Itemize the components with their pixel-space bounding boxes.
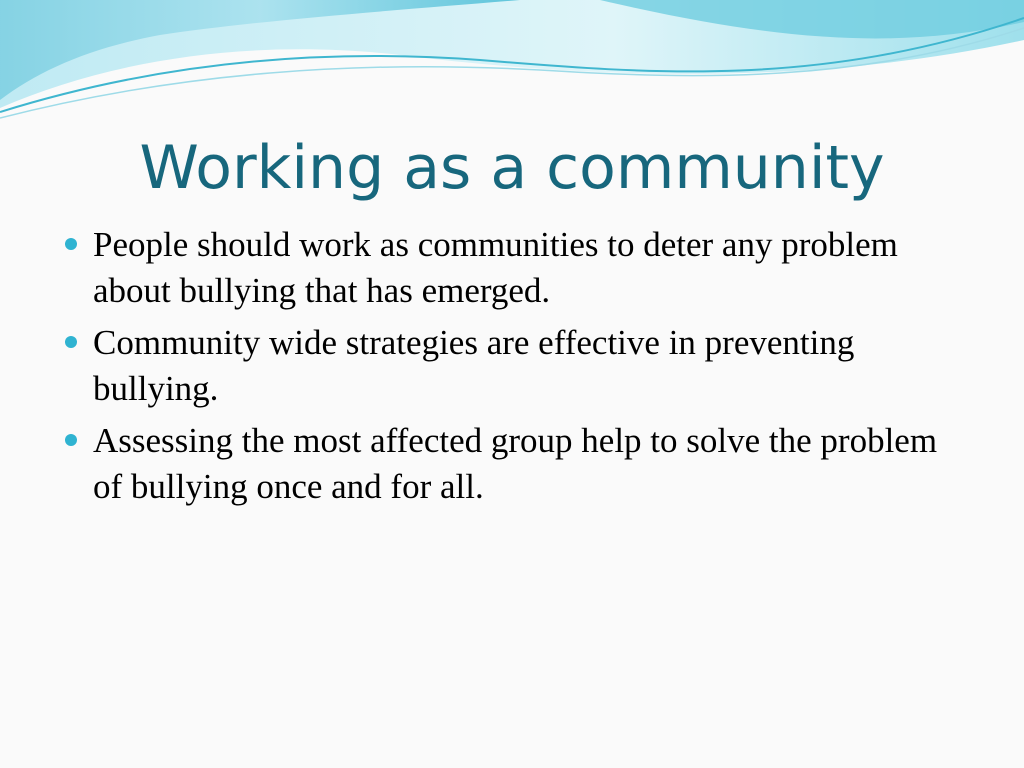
bullet-text: Assessing the most affected group help to solve the problem of bullying once and for all. xyxy=(93,421,938,506)
bullet-list xyxy=(62,222,962,516)
bullet-text: People should work as communities to deter any problem about bullying that has emerged. xyxy=(93,225,898,310)
slide-title: Working as a community xyxy=(139,133,885,203)
bullet-dot-icon xyxy=(65,434,77,446)
list-item xyxy=(62,222,962,314)
list-item xyxy=(62,418,962,510)
header-wave-decoration xyxy=(0,0,1024,130)
list-item xyxy=(62,320,962,412)
bullet-dot-icon xyxy=(65,238,77,250)
bullet-text: Community wide strategies are effective in preventing bullying. xyxy=(93,323,855,408)
bullet-dot-icon xyxy=(65,336,77,348)
